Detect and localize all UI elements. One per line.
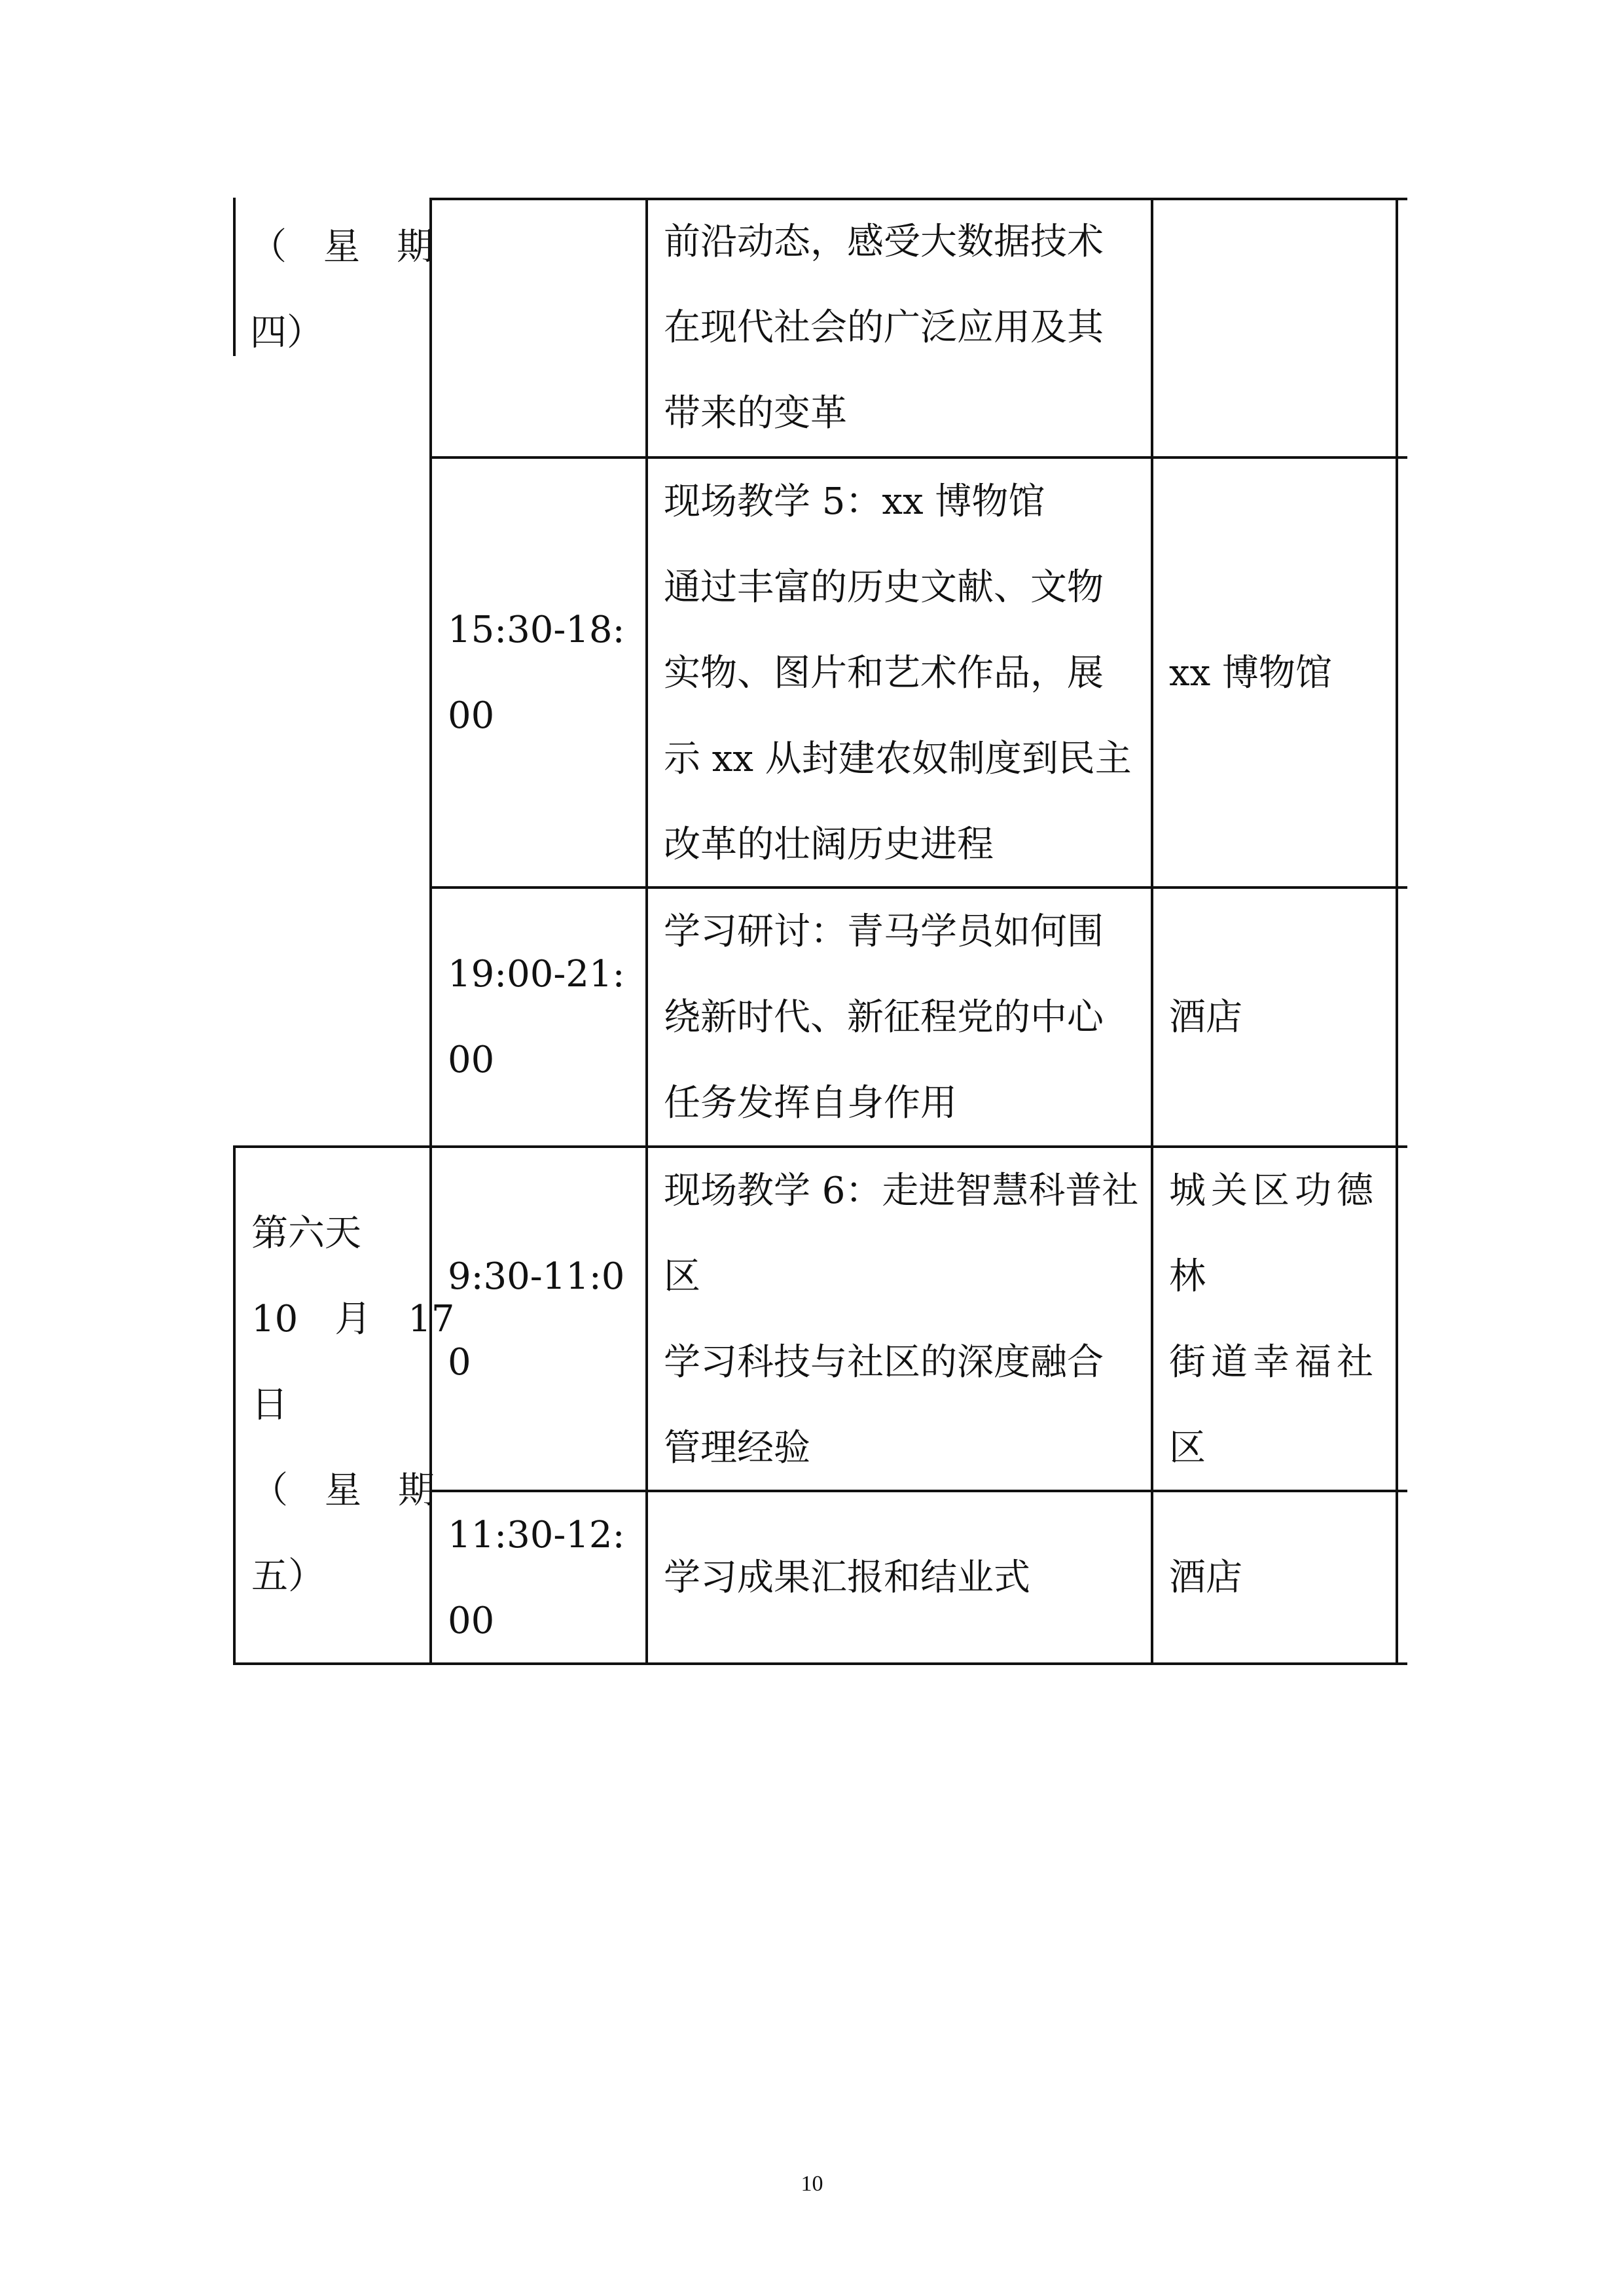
content-cell: 学习研讨：青马学员如何围 绕新时代、新征程党的中心 任务发挥自身作用 <box>664 910 1104 1124</box>
table-border-bottom <box>233 1662 1407 1665</box>
content-cell: 现场教学 6：走进智慧科普社 区 学习科技与社区的深度融合 管理经验 <box>664 1170 1139 1469</box>
location-cell: xx 博物馆 <box>1169 652 1332 694</box>
location-cell: 酒店 <box>1169 996 1242 1039</box>
content-cell: 现场教学 5：xx 博物馆 通过丰富的历史文献、文物 实物、图片和艺术作品，展 示 xx 从封建农奴制度到民主 改革的壮阔历史进程 <box>664 480 1132 866</box>
table-border-right <box>1396 198 1398 1665</box>
location-cell: 酒店 <box>1169 1556 1242 1599</box>
content-cell: 前沿动态，感受大数据技术 在现代社会的广泛应用及其 带来的变革 <box>664 221 1104 435</box>
time-cell <box>432 199 645 456</box>
time-cell: 11:30-12: 00 <box>448 1514 625 1642</box>
day-cell-thursday: （ 星 期 四） <box>250 226 433 354</box>
content-cell: 学习成果汇报和结业式 <box>664 1556 1030 1599</box>
location-cell: 城关区功德 林 街道幸福社 区 <box>1169 1170 1379 1469</box>
time-cell: 15:30-18: 00 <box>448 609 625 737</box>
time-cell: 9:30-11:0 0 <box>448 1255 625 1384</box>
time-cell: 19:00-21: 00 <box>448 953 625 1081</box>
location-cell <box>1153 199 1396 456</box>
day-cell-friday: 第六天 10 月 17 日 （ 星 期 五） <box>251 1212 455 1598</box>
page-number: 10 <box>801 2172 823 2196</box>
